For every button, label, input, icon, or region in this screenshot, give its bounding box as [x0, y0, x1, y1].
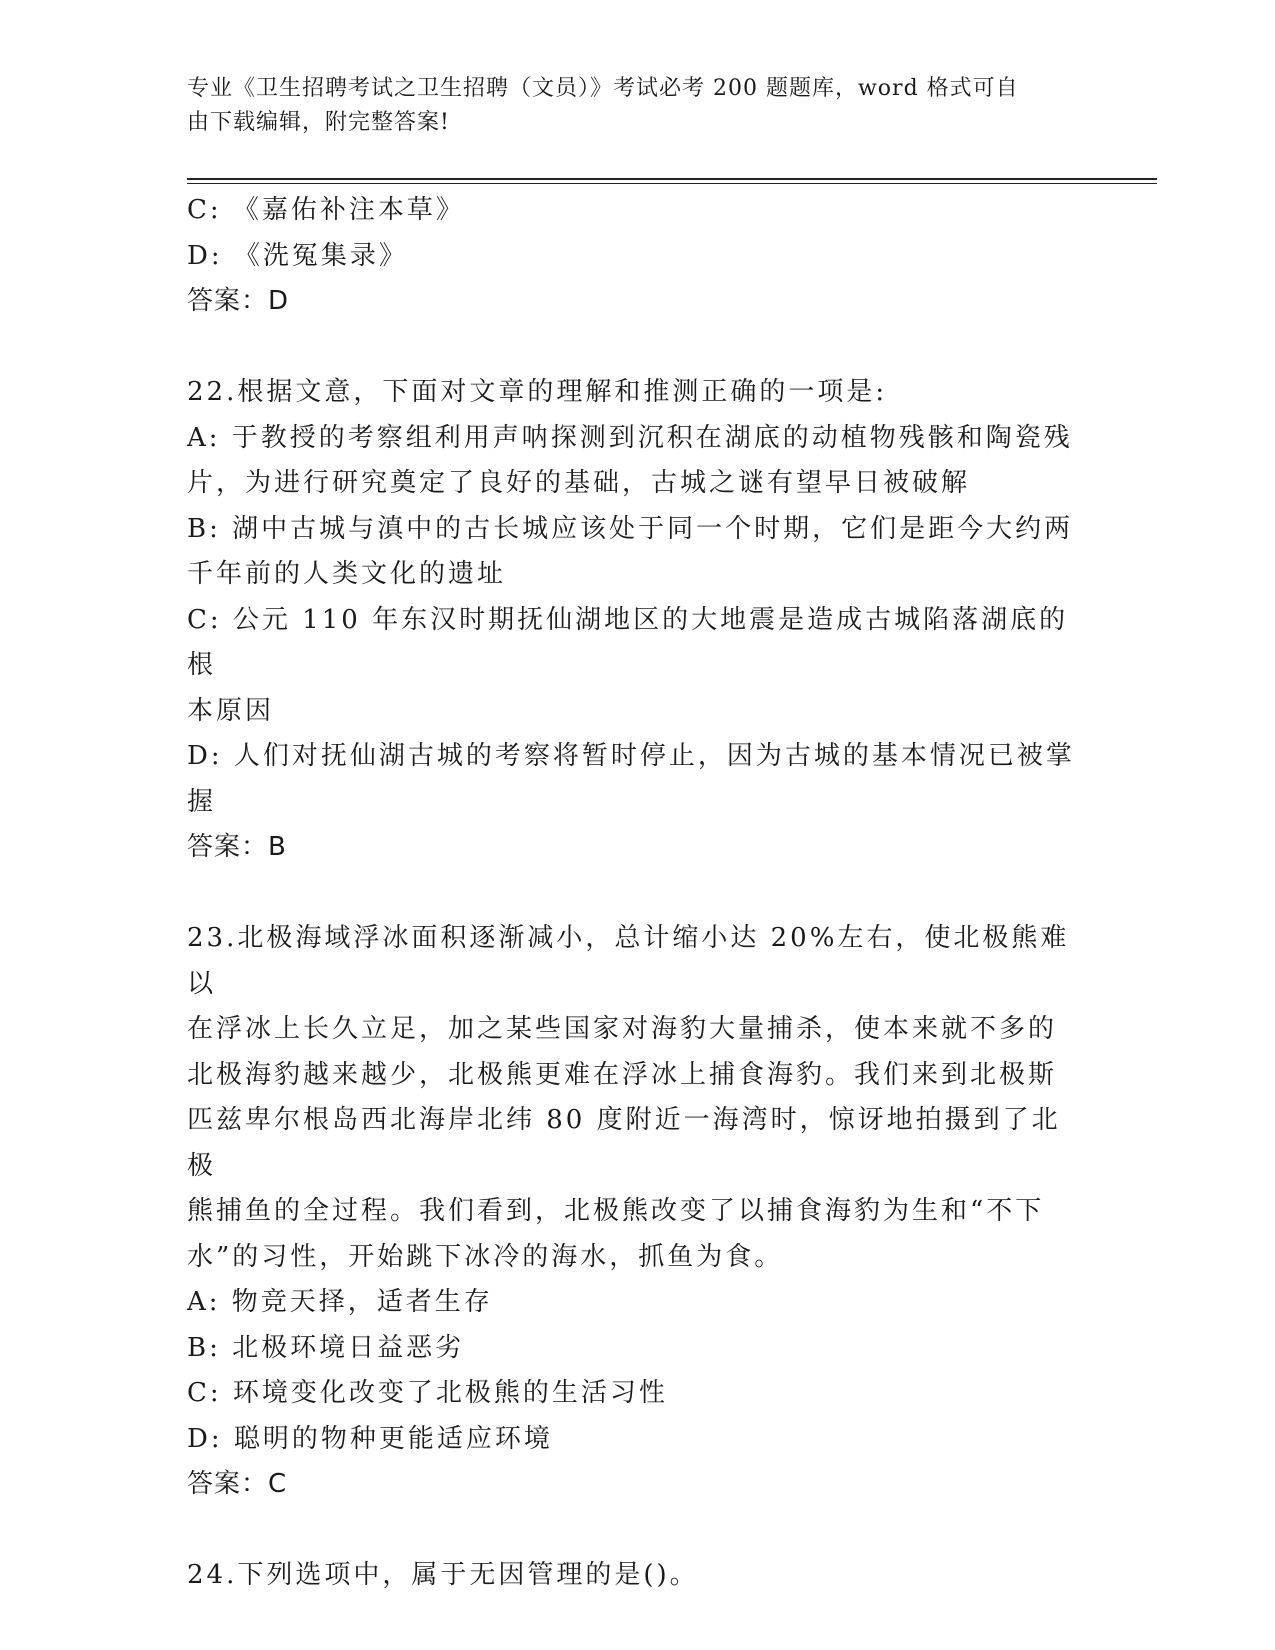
document-body — [187, 188, 1087, 1599]
header-line: 由下载编辑，附完整答案! — [187, 110, 450, 135]
question-text: 水”的习性，开始跳下冰冷的海水，抓鱼为食。 — [187, 1241, 784, 1272]
answer-label: 答案：C — [187, 1469, 288, 1499]
header-line: 专业《卫生招聘考试之卫生招聘（文员）》考试必考 200 题题库，word 格式可自 — [187, 76, 1019, 101]
option-d: D: 《洗冤集录》 — [187, 240, 408, 271]
question-24 — [187, 1553, 1087, 1599]
option-a: 片，为进行研究奠定了良好的基础，古城之谜有望早日被破解 — [187, 468, 971, 498]
option-a: A: 于教授的考察组利用声呐探测到沉积在湖底的动植物残骸和陶瓷残 — [187, 422, 1073, 453]
question-text: 22.根据文意，下面对文章的理解和推测正确的一项是: — [187, 377, 888, 407]
header-divider-thin — [187, 183, 1157, 184]
question-text: 23.北极海域浮冰面积逐渐减小，总计缩小达 20%左右，使北极熊难以 — [187, 923, 1070, 999]
option-d: D: 人们对抚仙湖古城的考察将暂时停止，因为古城的基本情况已被掌 — [187, 741, 1075, 771]
option-b: B: 湖中古城与滇中的古长城应该处于同一个时期，它们是距今大约两 — [187, 513, 1074, 544]
option-c: C: 环境变化改变了北极熊的生活习性 — [187, 1378, 668, 1408]
option-c: 本原因 — [187, 695, 275, 726]
option-b: B: 北极环境日益恶劣 — [187, 1332, 465, 1363]
spacer — [187, 1508, 1087, 1554]
question-text: 北极海豹越来越少，北极熊更难在浮冰上捕食海豹。我们来到北极斯 — [187, 1059, 1058, 1090]
document-header — [187, 72, 1067, 140]
option-b: 千年前的人类文化的遗址 — [187, 559, 507, 589]
spacer — [187, 871, 1087, 917]
option-c: C: 《嘉佑补注本草》 — [187, 195, 465, 225]
option-a: A: 物竞天择，适者生存 — [187, 1287, 493, 1317]
answer-label: 答案：D — [187, 286, 290, 316]
question-text: 匹兹卑尔根岛西北海岸北纬 80 度附近一海湾时，惊讶地拍摄到了北极 — [187, 1105, 1061, 1181]
header-divider — [187, 178, 1157, 180]
question-text: 在浮冰上长久立足，加之某些国家对海豹大量捕杀，使本来就不多的 — [187, 1014, 1058, 1044]
option-c: C: 公元 110 年东汉时期抚仙湖地区的大地震是造成古城陷落湖底的根 — [187, 604, 1069, 680]
answer-label: 答案：B — [187, 832, 287, 862]
question-22 — [187, 370, 1087, 871]
option-d: 握 — [187, 786, 217, 817]
question-23 — [187, 916, 1087, 1508]
spacer — [187, 325, 1087, 371]
question-21 — [187, 188, 1087, 325]
question-text: 熊捕鱼的全过程。我们看到，北极熊改变了以捕食海豹为生和“不下 — [187, 1196, 1045, 1226]
option-d: D: 聪明的物种更能适应环境 — [187, 1423, 553, 1454]
question-text: 24.下列选项中，属于无因管理的是()。 — [187, 1560, 699, 1590]
